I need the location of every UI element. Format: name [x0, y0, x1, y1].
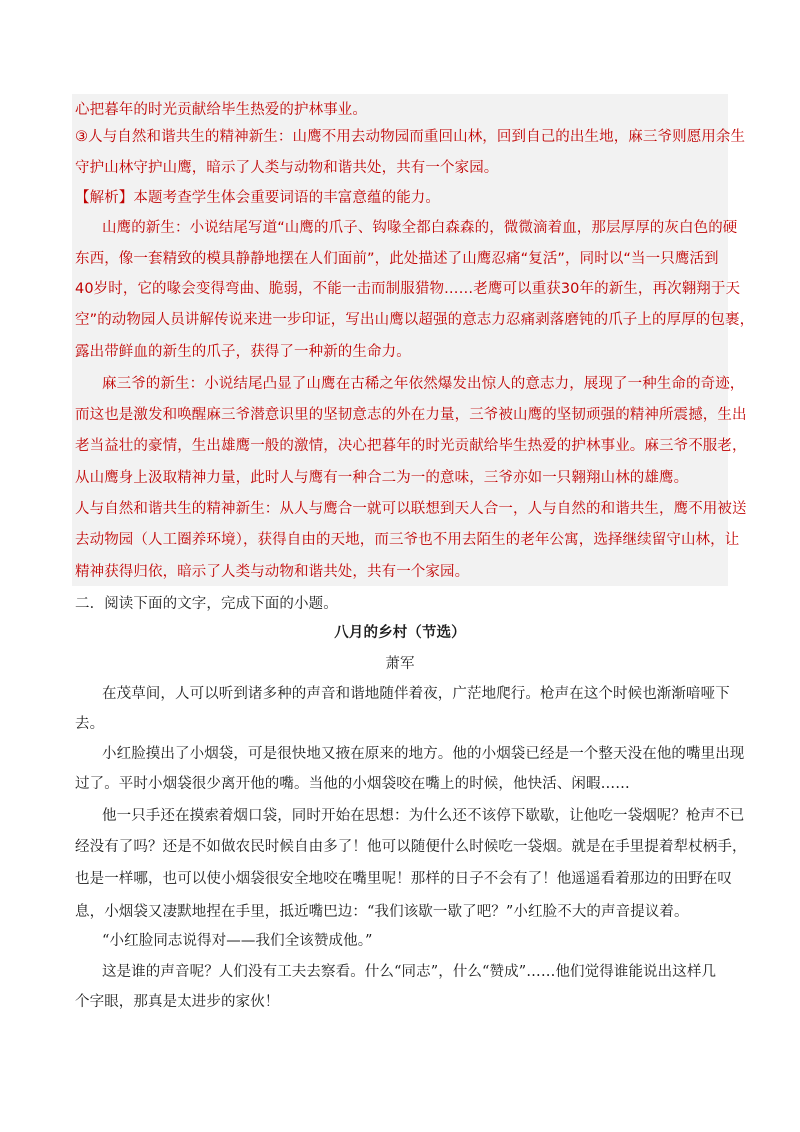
question-heading: 二．阅读下面的文字，完成下面的小题。	[75, 596, 338, 612]
answer-line: 东西，像一套精致的模具静静地摆在人们面前”，此处描述了山鹰忍痛“复活”，同时以“当一只鹰活到	[75, 251, 719, 267]
passage-line: 过了。平时小烟袋很少离开他的嘴。当他的小烟袋咬在嘴上的时候，他快活、闲暇……	[75, 776, 630, 792]
answer-line: 老当益壮的豪情，生出雄鹰一般的激情，决心把暮年的时光贡献给毕生热爱的护林事业。麻三爷不服老，	[75, 438, 747, 454]
passage-line: 在茂草间，人可以听到诸多种的声音和谐地随伴着夜，广茫地爬行。枪声在这个时候也渐渐喑哑下	[102, 686, 730, 702]
answer-line: 而这也是激发和唤醒麻三爷潜意识里的坚韧意志的外在力量，三爷被山鹰的坚韧顽强的精神所震撼，生出	[75, 407, 747, 423]
answer-line: 空”的动物园人员讲解传说来进一步印证，写出山鹰以超强的意志力忍痛剥落磨钝的爪子上的厚厚的包裹，	[75, 312, 755, 328]
passage-title: 八月的乡村（节选）	[334, 624, 466, 641]
answer-line: 守护山林守护山鹰，暗示了人类与动物和谐共处，共有一个家园。	[75, 160, 499, 176]
passage-line: 小红脸摸出了小烟袋，可是很快地又掖在原来的地方。他的小烟袋已经是一个整天没在他的嘴里出现	[102, 746, 745, 762]
answer-line: 人与自然和谐共生的精神新生：从人与鹰合一就可以联想到天人合一，人与自然的和谐共生，鹰不用被送	[75, 501, 747, 517]
passage-author: 萧军	[385, 656, 415, 672]
answer-line: 精神获得归依，暗示了人类与动物和谐共处，共有一个家园。	[75, 564, 470, 580]
passage-line: 也是一样哪，也可以使小烟袋很安全地咬在嘴里呢！那样的日子不会有了！他遥遥看着那边的田野在叹	[75, 871, 732, 887]
answer-line: 去动物园（人工圈养环境），获得自由的天地，而三爷也不用去陌生的老年公寓，选择继续留守山林，让	[75, 532, 740, 548]
answer-line: 山鹰的新生：小说结尾写道“山鹰的爪子、钩喙全都白森森的，微微滴着血，那层厚厚的灰白色的硬	[102, 220, 738, 236]
passage-line: 去。	[75, 716, 105, 732]
answer-line: ③人与自然和谐共生的精神新生：山鹰不用去动物园而重回山林，回到自己的出生地，麻三爷则愿用余生	[75, 129, 746, 145]
passage-line: 这是谁的声音呢？人们没有工夫去察看。什么“同志”，什么“赞成”……他们觉得谁能说出这样几	[102, 964, 717, 980]
analysis-heading: 【解析】本题考查学生体会重要词语的丰富意蕴的能力。	[75, 190, 440, 206]
passage-line: 经没有了吗？还是不如做农民时候自由多了！他可以随便什么时候吃一袋烟。就是在手里提着犁杖柄手，	[75, 839, 747, 855]
answer-line: 麻三爷的新生：小说结尾凸显了山鹰在古稀之年依然爆发出惊人的意志力，展现了一种生命的奇迹，	[102, 376, 745, 392]
passage-line: 他一只手还在摸索着烟口袋，同时开始在思想：为什么还不该停下歇歇，让他吃一袋烟呢？枪声不已	[102, 808, 745, 824]
answer-line: 心把暮年的时光贡献给毕生热爱的护林事业。	[75, 102, 367, 118]
answer-line: 从山鹰身上汲取精神力量，此时人与鹰有一种合二为一的意味，三爷亦如一只翱翔山林的雄鹰。	[75, 470, 689, 486]
passage-line: 息，小烟袋又凄默地捏在手里，抵近嘴巴边：“我们该歇一歇了吧？”小红脸不大的声音提议着。	[75, 904, 689, 920]
passage-line: 个字眼，那真是太进步的家伙！	[75, 994, 280, 1010]
answer-line: 露出带鲜血的新生的爪子，获得了一种新的生命力。	[75, 344, 411, 360]
passage-line: “小红脸同志说得对——我们全该赞成他。”	[102, 933, 373, 949]
answer-line: 40岁时，它的喙会变得弯曲、脆弱，不能一击而制服猎物……老鹰可以重获30年的新生，再次翱翔于天	[75, 281, 741, 297]
